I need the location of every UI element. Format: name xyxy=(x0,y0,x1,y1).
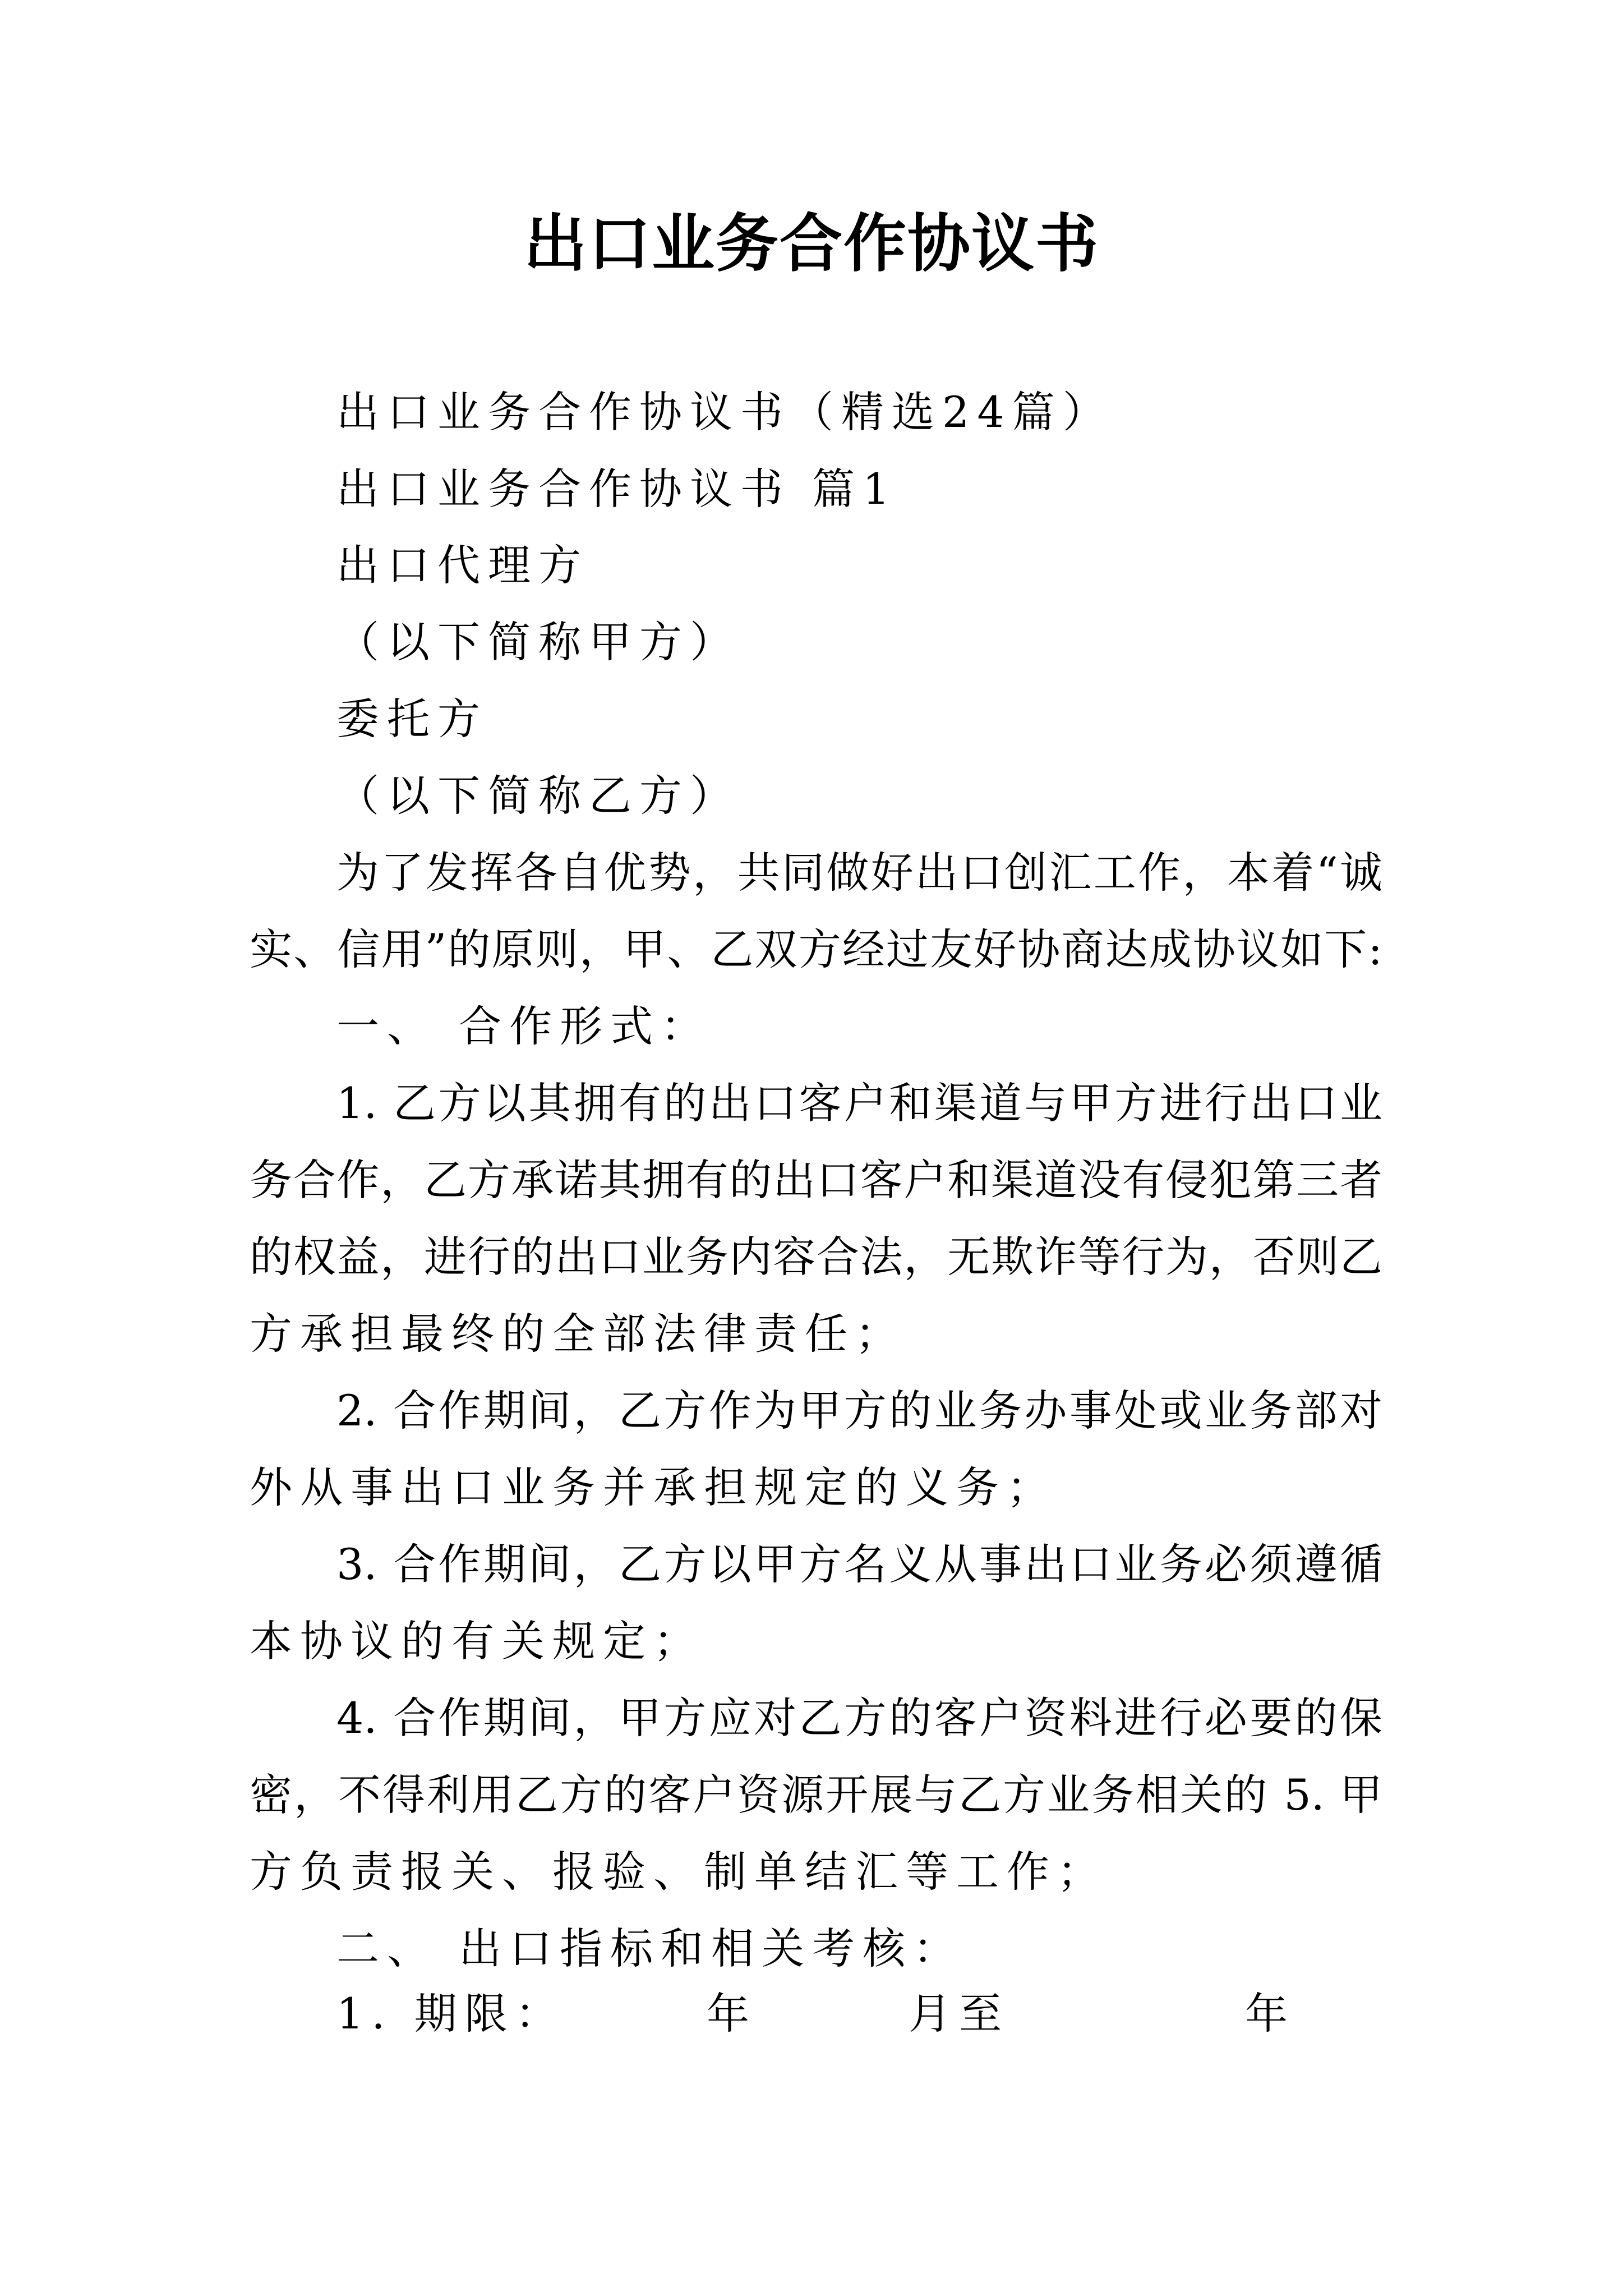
paragraph-line: 方承担最终的全部法律责任； xyxy=(250,1309,906,1359)
party-b-alias: （以下简称乙方） xyxy=(336,771,740,821)
paragraph-line: 方负责报关、报验、制单结汇等工作； xyxy=(250,1847,1108,1897)
paragraph-line: 1. 乙方以其拥有的出口客户和渠道与甲方进行出口业 xyxy=(336,1078,1382,1128)
paragraph-line: 的权益，进行的出口业务内容合法，无欺诈等行为，否则乙 xyxy=(250,1232,1382,1282)
paragraph-line: 为了发挥各自优势，共同做好出口创汇工作，本着“诚 xyxy=(336,848,1382,898)
subtitle-line: 出口业务合作协议书（精选24篇） xyxy=(336,387,1113,437)
paragraph-line: 务合作，乙方承诺其拥有的出口客户和渠道没有侵犯第三者 xyxy=(250,1155,1382,1205)
party-a-alias: （以下简称甲方） xyxy=(336,617,740,667)
clause-heading: 二、 出口指标和相关考核： xyxy=(336,1924,964,1973)
party-a-label: 出口代理方 xyxy=(336,540,589,590)
party-b-label: 委托方 xyxy=(336,694,488,744)
period-label: 1. 期限： xyxy=(336,1989,566,2039)
paragraph-line: 4. 合作期间，甲方应对乙方的客户资料进行必要的保 xyxy=(336,1693,1382,1743)
period-year-start: 年 xyxy=(707,1989,757,2039)
section-heading-line: 出口业务合作协议书 篇1 xyxy=(336,464,898,514)
paragraph-line: 2. 合作期间，乙方作为甲方的业务办事处或业务部对 xyxy=(336,1386,1382,1435)
paragraph-line: 本协议的有关规定； xyxy=(250,1616,704,1666)
document-title: 出口业务合作协议书 xyxy=(524,207,1099,280)
period-month-to: 月至 xyxy=(909,1989,1009,2039)
period-year-end: 年 xyxy=(1245,1989,1295,2039)
paragraph-line: 3. 合作期间，乙方以甲方名义从事出口业务必须遵循 xyxy=(336,1539,1382,1589)
clause-heading: 一、 合作形式： xyxy=(336,1001,712,1051)
paragraph-line: 外从事出口业务并承担规定的义务； xyxy=(250,1462,1057,1512)
paragraph-line: 密，不得利用乙方的客户资源开展与乙方业务相关的 5. 甲 xyxy=(250,1770,1382,1820)
paragraph-line: 实、信用”的原则，甲、乙双方经过友好协商达成协议如下: xyxy=(250,924,1382,974)
period-row xyxy=(336,1986,1346,2042)
